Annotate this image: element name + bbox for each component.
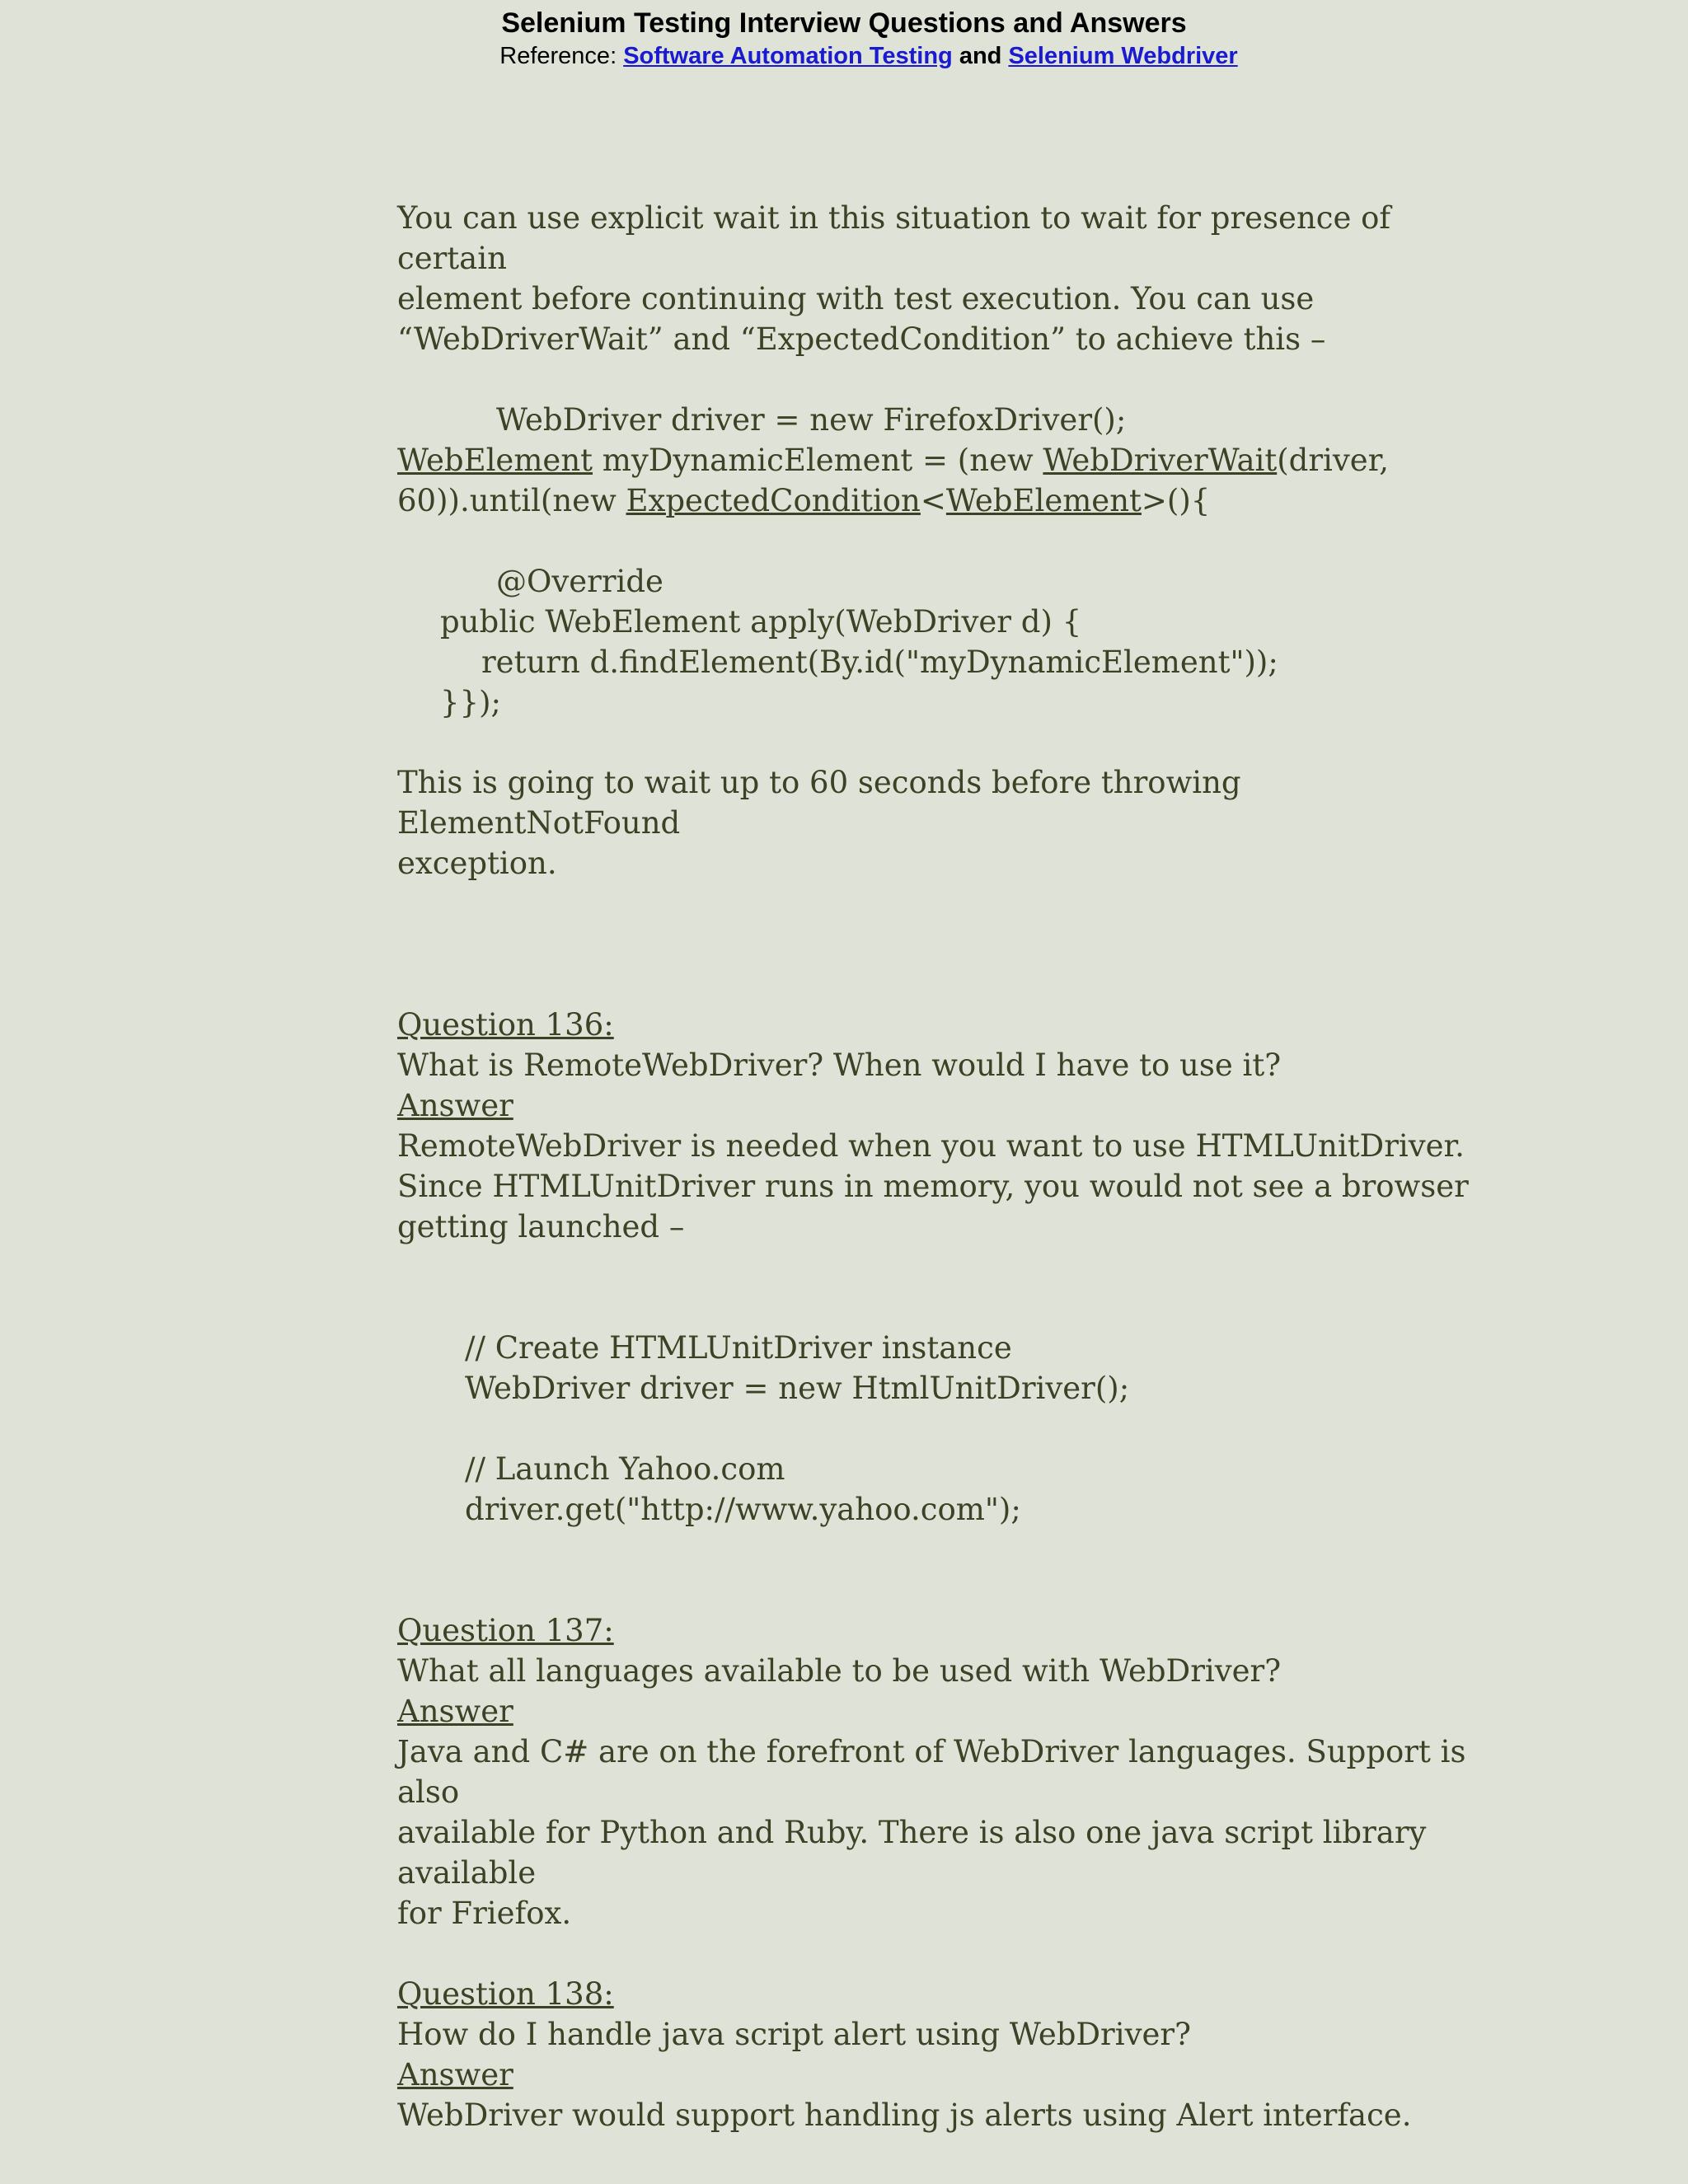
answer-line: WebDriver would support handling js alerts using Alert interface. [397, 2097, 1412, 2133]
code-line: }}); [440, 685, 501, 720]
question-text: How do I handle java script alert using WebDriver? [397, 2017, 1191, 2052]
reference-line [49, 40, 1688, 73]
software-automation-testing-link[interactable]: Software Automation Testing [623, 43, 953, 69]
question-label: Question 138: [397, 1976, 614, 2012]
intro-line-1: You can use explicit wait in this situation to wait for presence of certain [397, 200, 1400, 276]
question-138 [397, 1974, 1502, 2135]
question-label: Question 136: [397, 1007, 614, 1043]
answer-line: RemoteWebDriver is needed when you want to use HTMLUnitDriver. [397, 1128, 1465, 1164]
code-line: WebElement myDynamicElement = (new WebDriverWait(driver, [397, 443, 1390, 478]
answer-line: Java and C# are on the forefront of WebDriver languages. Support is also [397, 1734, 1476, 1810]
code-line: @Override [496, 564, 663, 599]
closing-paragraph [397, 762, 1502, 883]
page-title: Selenium Testing Interview Questions and Answers [501, 7, 1187, 39]
question-text: What is RemoteWebDriver? When would I have to use it? [397, 1047, 1282, 1083]
reference-and: and [959, 43, 1002, 69]
code-line: driver.get("http://www.yahoo.com"); [465, 1492, 1021, 1527]
code-line: 60)).until(new ExpectedCondition<WebElement>(){ [397, 483, 1211, 518]
reference-prefix: Reference: [499, 43, 617, 69]
code-line: // Create HTMLUnitDriver instance [465, 1330, 1012, 1366]
intro-paragraph [397, 198, 1502, 359]
answer-line: for Friefox. [397, 1896, 572, 1931]
document-body [397, 198, 1502, 2135]
answer-label: Answer [397, 1088, 513, 1123]
code-line: // Launch Yahoo.com [465, 1451, 785, 1487]
page-header [0, 0, 1688, 73]
code-line: public WebElement apply(WebDriver d) { [440, 604, 1082, 640]
explicit-wait-code-block [397, 400, 1502, 723]
selenium-webdriver-link[interactable]: Selenium Webdriver [1008, 43, 1238, 69]
answer-label: Answer [397, 1694, 513, 1729]
closing-line-2: exception. [397, 846, 557, 881]
answer-line: getting launched – [397, 1209, 685, 1244]
answer-line: Since HTMLUnitDriver runs in memory, you would not see a browser [397, 1169, 1469, 1204]
question-text: What all languages available to be used with WebDriver? [397, 1653, 1282, 1689]
question-label: Question 137: [397, 1613, 614, 1648]
answer-label: Answer [397, 2057, 513, 2093]
answer-line: available for Python and Ruby. There is also one java script library available [397, 1815, 1437, 1891]
code-line: WebDriver driver = new HtmlUnitDriver(); [465, 1371, 1130, 1406]
intro-line-3: “WebDriverWait” and “ExpectedCondition” to achieve this – [397, 321, 1326, 357]
code-line: WebDriver driver = new FirefoxDriver(); [496, 402, 1127, 438]
intro-line-2: element before continuing with test execution. You can use [397, 281, 1315, 316]
code-line: return d.findElement(By.id("myDynamicElement")); [481, 644, 1278, 680]
question-137 [397, 1610, 1502, 1933]
closing-line-1: This is going to wait up to 60 seconds before throwing ElementNotFound [397, 765, 1251, 841]
question-136 [397, 1005, 1502, 1530]
